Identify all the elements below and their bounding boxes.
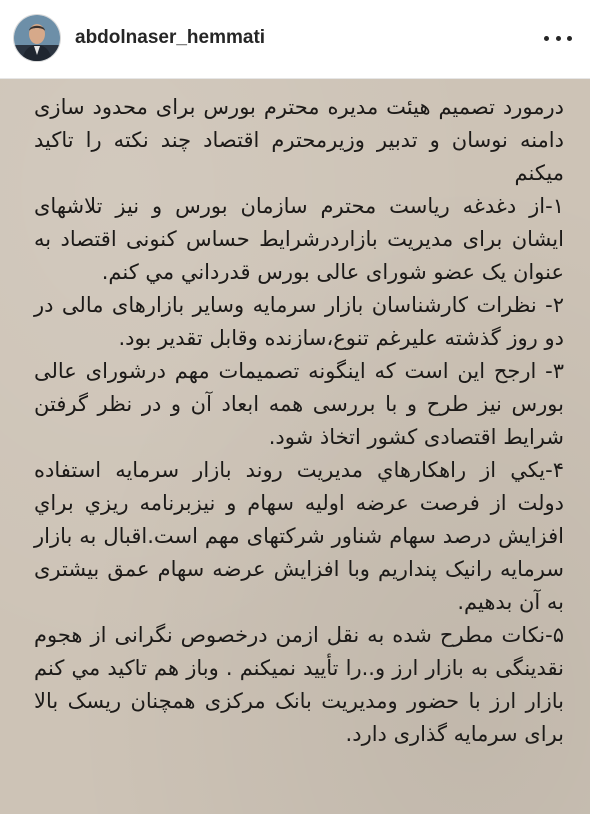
post-image xyxy=(0,79,590,814)
more-dot xyxy=(556,36,561,41)
paragraph-intro: درمورد تصمیم هیئت مدیره محترم بورس برای محدود سازی دامنه نوسان و تدبیر وزیرمحترم اقتصاد چند نکته را تاکید میکنم xyxy=(34,95,564,185)
more-options-icon[interactable] xyxy=(544,28,572,48)
paragraph-point-2: ۲- نظرات کارشناسان بازار سرمایه وسایر بازارهای مالی در دو روز گذشته علیرغم تنوع،سازنده وقابل تقدیر بود. xyxy=(34,293,564,350)
profile-avatar[interactable] xyxy=(13,14,61,62)
more-dot xyxy=(544,36,549,41)
paragraph-point-4: ۴-یکي از راهکارهاي مدیریت روند بازار سرمایه استفاده دولت از فرصت عرضه اولیه سهام و نیزبرنامه ریزي براي افزایش درصد سهام شناور شرکتهای مهم است.اقبال به بازار سرمایه رانیک پنداریم وبا افزایش عرضه سهام عمق بیشتری به آن بدهیم. xyxy=(34,458,564,614)
post-header xyxy=(0,0,590,79)
paragraph-point-5: ۵-نکات مطرح شده به نقل ازمن درخصوص نگرانی از هجوم نقدینگی به بازار ارز و..را تأیید نمیکنم . وباز هم تاکید مي کنم بازار ارز با حضور ومدیریت بانک مرکزی همچنان ریسک بالا برای سرمایه گذاری دارد. xyxy=(34,623,564,746)
avatar-icon xyxy=(14,15,60,61)
username[interactable]: abdolnaser_hemmati xyxy=(75,27,266,48)
paragraph-point-3: ۳- ارجح این است که اینگونه تصمیمات مهم درشورای عالی بورس نیز طرح و با بررسی همه ابعاد آن و در نظر گرفتن شرایط اقتصادی کشور اتخاذ شود. xyxy=(34,359,564,449)
post-caption-text xyxy=(34,91,564,751)
paragraph-point-1: ۱-از دغدغه ریاست محترم سازمان بورس و نیز تلاشهای ایشان برای مدیریت بازاردرشرایط حساس کنونی اقتصاد به عنوان یک عضو شورای عالی بورس قدرداني مي كنم. xyxy=(34,194,564,284)
more-dot xyxy=(567,36,572,41)
